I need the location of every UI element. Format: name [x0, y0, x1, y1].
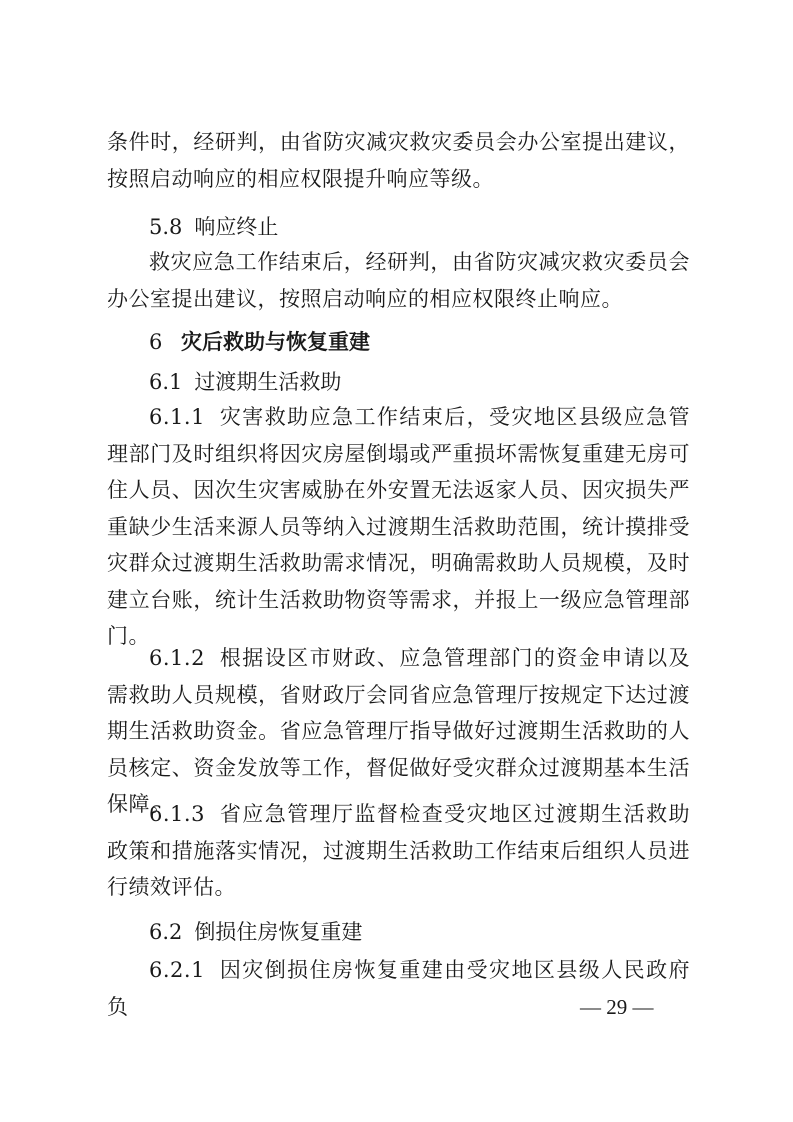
clause-number: 6.1.1: [149, 405, 205, 429]
clause-text: 根据设区市财政、应急管理部门的资金申请以及需救助人员规模，省财政厅会同省应急管理厅按规定下达过渡期生活救助资金。省应急管理厅指导做好过渡期生活救助的人员核定、资金发放等工作，督促做好受灾群众过渡期基本生活保障。: [107, 646, 690, 816]
section-title: 倒损住房恢复重建: [194, 920, 363, 944]
paragraph-6-1-1: [107, 399, 690, 655]
section-heading-6-2: [149, 914, 362, 951]
section-number: 6.1: [149, 370, 183, 394]
section-title: 过渡期生活救助: [194, 370, 342, 394]
clause-number: 6.1.2: [149, 646, 205, 670]
section-heading-5-8: [149, 209, 278, 246]
section-number: 6: [149, 330, 163, 354]
section-heading-6-1: [149, 364, 341, 401]
section-number: 5.8: [149, 215, 183, 239]
clause-number: 6.2.1: [149, 958, 205, 982]
section-heading-6: [149, 324, 370, 361]
clause-text: 因灾倒损住房恢复重建由受灾地区县级人民政府负: [107, 958, 690, 1019]
clause-text: 灾害救助应急工作结束后，受灾地区县级应急管理部门及时组织将因灾房屋倒塌或严重损坏需恢复重建无房可住人员、因次生灾害威胁在外安置无法返家人员、因灾损失严重缺少生活来源人员等纳入过渡期生活救助范围，统计摸排受灾群众过渡期生活救助需求情况，明确需救助人员规模，及时建立台账，统计生活救助物资等需求，并报上一级应急管理部门。: [107, 405, 690, 648]
paragraph-continued: 条件时，经研判，由省防灾减灾救灾委员会办公室提出建议，按照启动响应的相应权限提升响应等级。: [107, 130, 690, 191]
page-number: — 29 —: [580, 995, 654, 1019]
section-number: 6.2: [149, 920, 183, 944]
section-title: 响应终止: [194, 215, 279, 239]
clause-number: 6.1.3: [149, 802, 205, 826]
clause-text: 省应急管理厅监督检查受灾地区过渡期生活救助政策和措施落实情况，过渡期生活救助工作结束后组织人员进行绩效评估。: [107, 802, 690, 899]
paragraph-response-termination: 救灾应急工作结束后，经研判，由省防灾减灾救灾委员会办公室提出建议，按照启动响应的相应权限终止响应。: [107, 250, 690, 311]
paragraph-6-1-3: [107, 796, 690, 906]
section-title: 灾后救助与恢复重建: [181, 330, 370, 354]
